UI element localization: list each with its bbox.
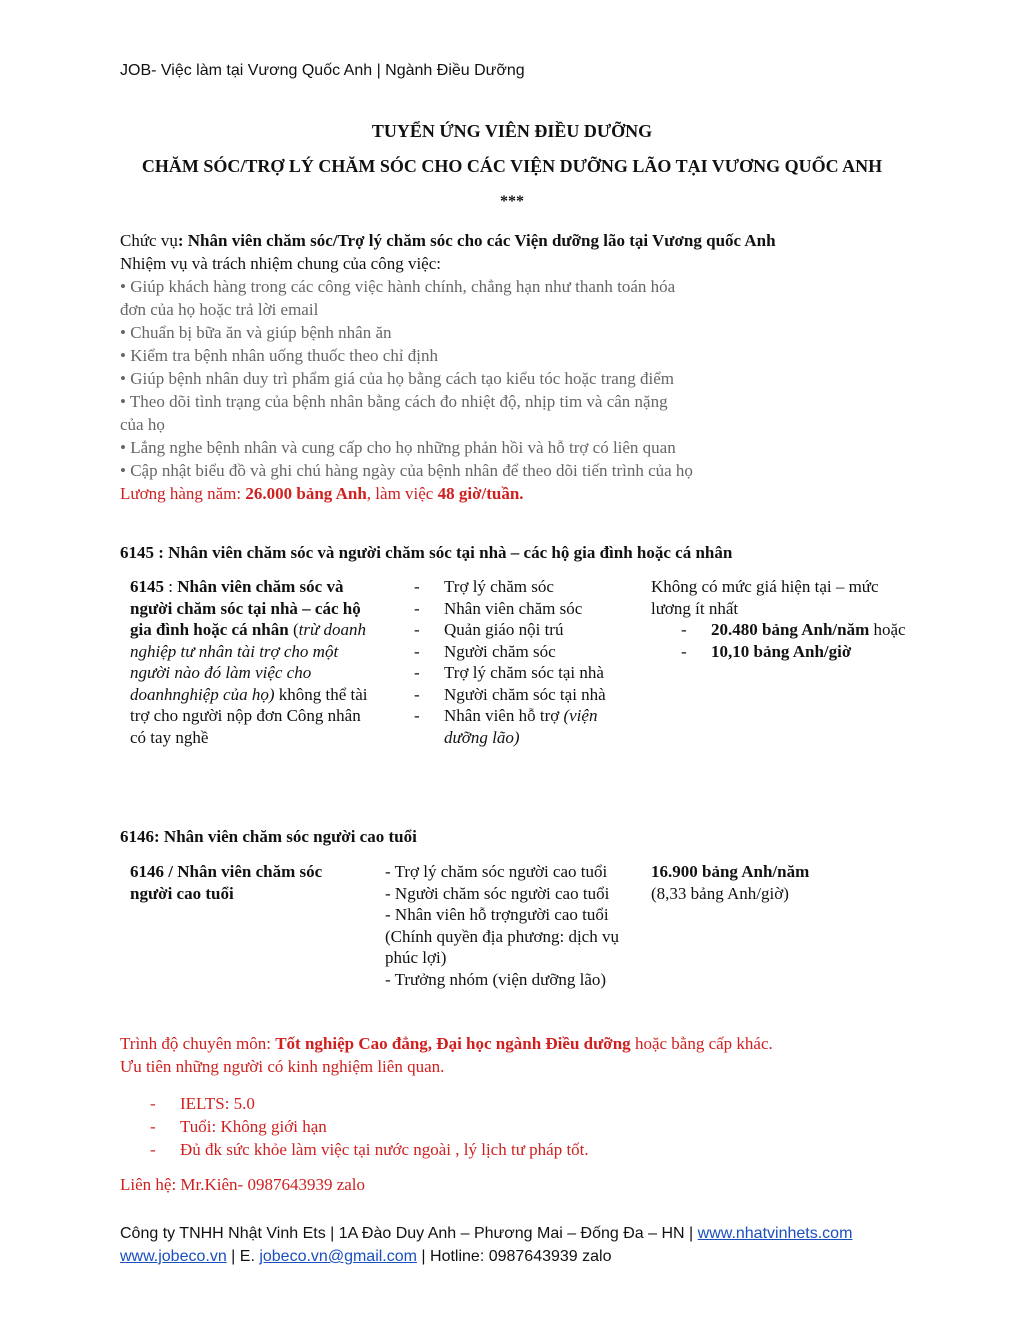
salary-prefix: Lương hàng năm: (120, 484, 246, 503)
footer-line-1 (120, 1222, 852, 1245)
role-item: - Trưởng nhóm (viện dưỡng lão) (385, 969, 607, 989)
position-label: Chức vụ (120, 231, 178, 250)
qualification-prefix: Trình độ chuyên môn: (120, 1034, 276, 1053)
occupation-sep: : (164, 577, 178, 596)
requirement-item: - Tuổi: Không giới hạn (150, 1115, 589, 1138)
requirement-item: - Đủ đk sức khỏe làm việc tại nước ngoài , lý lịch tư pháp tốt. (150, 1138, 589, 1161)
qualification-line (120, 1032, 773, 1055)
hotline: | Hotline: 0987643939 zalo (416, 1248, 612, 1265)
email-link[interactable]: jobeco.vn@gmail.com (259, 1248, 417, 1265)
section-6145-heading: 6145 : Nhân viên chăm sóc và người chăm sóc tại nhà – các hộ gia đình hoặc cá nhân (120, 543, 733, 562)
contact-line: Liên hệ: Mr.Kiên- 0987643939 zalo (120, 1175, 366, 1194)
salary-hours: 48 giờ/tuần. (437, 484, 524, 503)
qualification-suffix: hoặc bằng cấp khác. (630, 1034, 773, 1053)
occupation-note: không thể tài trợ cho người nộp đơn Công nhân có tay nghề (130, 684, 368, 747)
duty-item: • Giúp khách hàng trong các công việc hành chính, chẳng hạn như thanh toán hóa (120, 277, 676, 296)
duty-item: của họ (120, 415, 165, 434)
role-item: - Trợ lý chăm sóc (414, 576, 639, 598)
salary-line (120, 482, 524, 505)
rate-hourly: (8,33 bảng Anh/giờ) (651, 883, 789, 903)
rate-hourly: 10,10 bảng Anh/giờ (711, 641, 852, 661)
role-last-plain: Nhân viên hỗ trợ (444, 706, 564, 725)
rate-annual-suffix: hoặc (869, 620, 906, 639)
position-value: : Nhân viên chăm sóc/Trợ lý chăm sóc cho các Viện dưỡng lão tại Vương quốc Anh (177, 231, 776, 250)
duty-item: đơn của họ hoặc trả lời email (120, 300, 319, 319)
duty-item: • Cập nhật biểu đồ và ghi chú hàng ngày của bệnh nhân để theo dõi tiến trình của họ (120, 461, 693, 480)
role-item: - Nhân viên hỗ trợngười cao tuổi (Chính quyền địa phương: dịch vụ phúc lợi) (385, 905, 619, 967)
title-line-1: TUYỂN ỨNG VIÊN ĐIỀU DƯỠNG (371, 121, 653, 141)
salary-middle: , làm việc (366, 484, 438, 503)
salary-intro: Không có mức giá hiện tại – mức lương ít nhất (651, 577, 879, 618)
duties-heading: Nhiệm vụ và trách nhiệm chung của công việc: (120, 254, 441, 273)
section-6146-roles (385, 861, 635, 990)
experience-preference: Ưu tiên những người có kinh nghiệm liên quan. (120, 1057, 445, 1076)
duties-list (120, 275, 693, 482)
rate-item: - 20.480 bảng Anh/năm hoặc (681, 620, 906, 639)
duty-item: • Kiểm tra bệnh nhân uống thuốc theo chỉ định (120, 346, 439, 365)
role-item: - Trợ lý chăm sóc người cao tuổi (385, 862, 608, 881)
role-item: - Quản giáo nội trú (414, 619, 639, 641)
salary-amount: 26.000 bảng Anh (245, 484, 367, 503)
occupation-code: 6145 (130, 577, 164, 596)
rate-item: - 10,10 bảng Anh/giờ (681, 641, 852, 661)
company-info: Công ty TNHH Nhật Vinh Ets | 1A Đào Duy Anh – Phương Mai – Đống Đa – HN | (120, 1225, 698, 1242)
role-item: - Người chăm sóc người cao tuổi (385, 883, 610, 903)
role-item: - Nhân viên chăm sóc (414, 598, 639, 620)
role-item (414, 705, 639, 748)
role-last-italic: (viện dưỡng lão) (444, 706, 598, 747)
duty-item: • Giúp bệnh nhân duy trì phẩm giá của họ bằng cách tạo kiểu tóc hoặc trang điểm (120, 369, 675, 388)
email-label: | E. (226, 1248, 260, 1265)
role-item: - Trợ lý chăm sóc tại nhà (414, 662, 639, 684)
section-6146-salary (651, 861, 911, 904)
role-item: - Người chăm sóc tại nhà (414, 684, 639, 706)
rate-annual: 20.480 bảng Anh/năm (711, 620, 870, 639)
title-line-2: CHĂM SÓC/TRỢ LÝ CHĂM SÓC CHO CÁC VIỆN DƯỠNG LÃO TẠI VƯƠNG QUỐC ANH (141, 156, 883, 176)
section-6146-heading: 6146: Nhân viên chăm sóc người cao tuổi (120, 827, 417, 846)
requirements-list (150, 1092, 589, 1161)
position-line (120, 229, 776, 252)
duty-item: • Chuẩn bị bữa ăn và giúp bệnh nhân ăn (120, 323, 392, 342)
section-6145-occupation (130, 576, 375, 748)
section-6145-roles (414, 576, 639, 748)
occupation-exception: trừ doanh nghiệp tư nhân tài trợ cho một người nào đó làm việc cho doanhnghiệp của họ) (130, 620, 367, 704)
section-6145-salary (651, 576, 911, 662)
section-6146-occupation: 6146 / Nhân viên chăm sóc người cao tuổi (130, 862, 323, 903)
rate-annual: 16.900 bảng Anh/năm (651, 862, 810, 881)
occupation-title: Nhân viên chăm sóc và người chăm sóc tại nhà – các hộ gia đình hoặc cá nhân (130, 577, 361, 639)
role-item: - Người chăm sóc (414, 641, 639, 663)
page-header: JOB- Việc làm tại Vương Quốc Anh | Ngành Điều Dưỡng (120, 62, 525, 79)
jobeco-link[interactable]: www.jobeco.vn (120, 1248, 227, 1265)
duty-item: • Theo dõi tình trạng của bệnh nhân bằng cách đo nhiệt độ, nhịp tim và cân nặng (120, 392, 668, 411)
requirement-item: - IELTS: 5.0 (150, 1092, 589, 1115)
title-stars: *** (500, 193, 524, 210)
footer-line-2 (120, 1245, 612, 1268)
occupation-paren: ( (288, 620, 299, 639)
qualification-degree: Tốt nghiệp Cao đẳng, Đại học ngành Điều dưỡng (275, 1034, 631, 1053)
duty-item: • Lắng nghe bệnh nhân và cung cấp cho họ những phản hồi và hỗ trợ có liên quan (120, 438, 676, 457)
website-link[interactable]: www.nhatvinhets.com (697, 1225, 853, 1242)
